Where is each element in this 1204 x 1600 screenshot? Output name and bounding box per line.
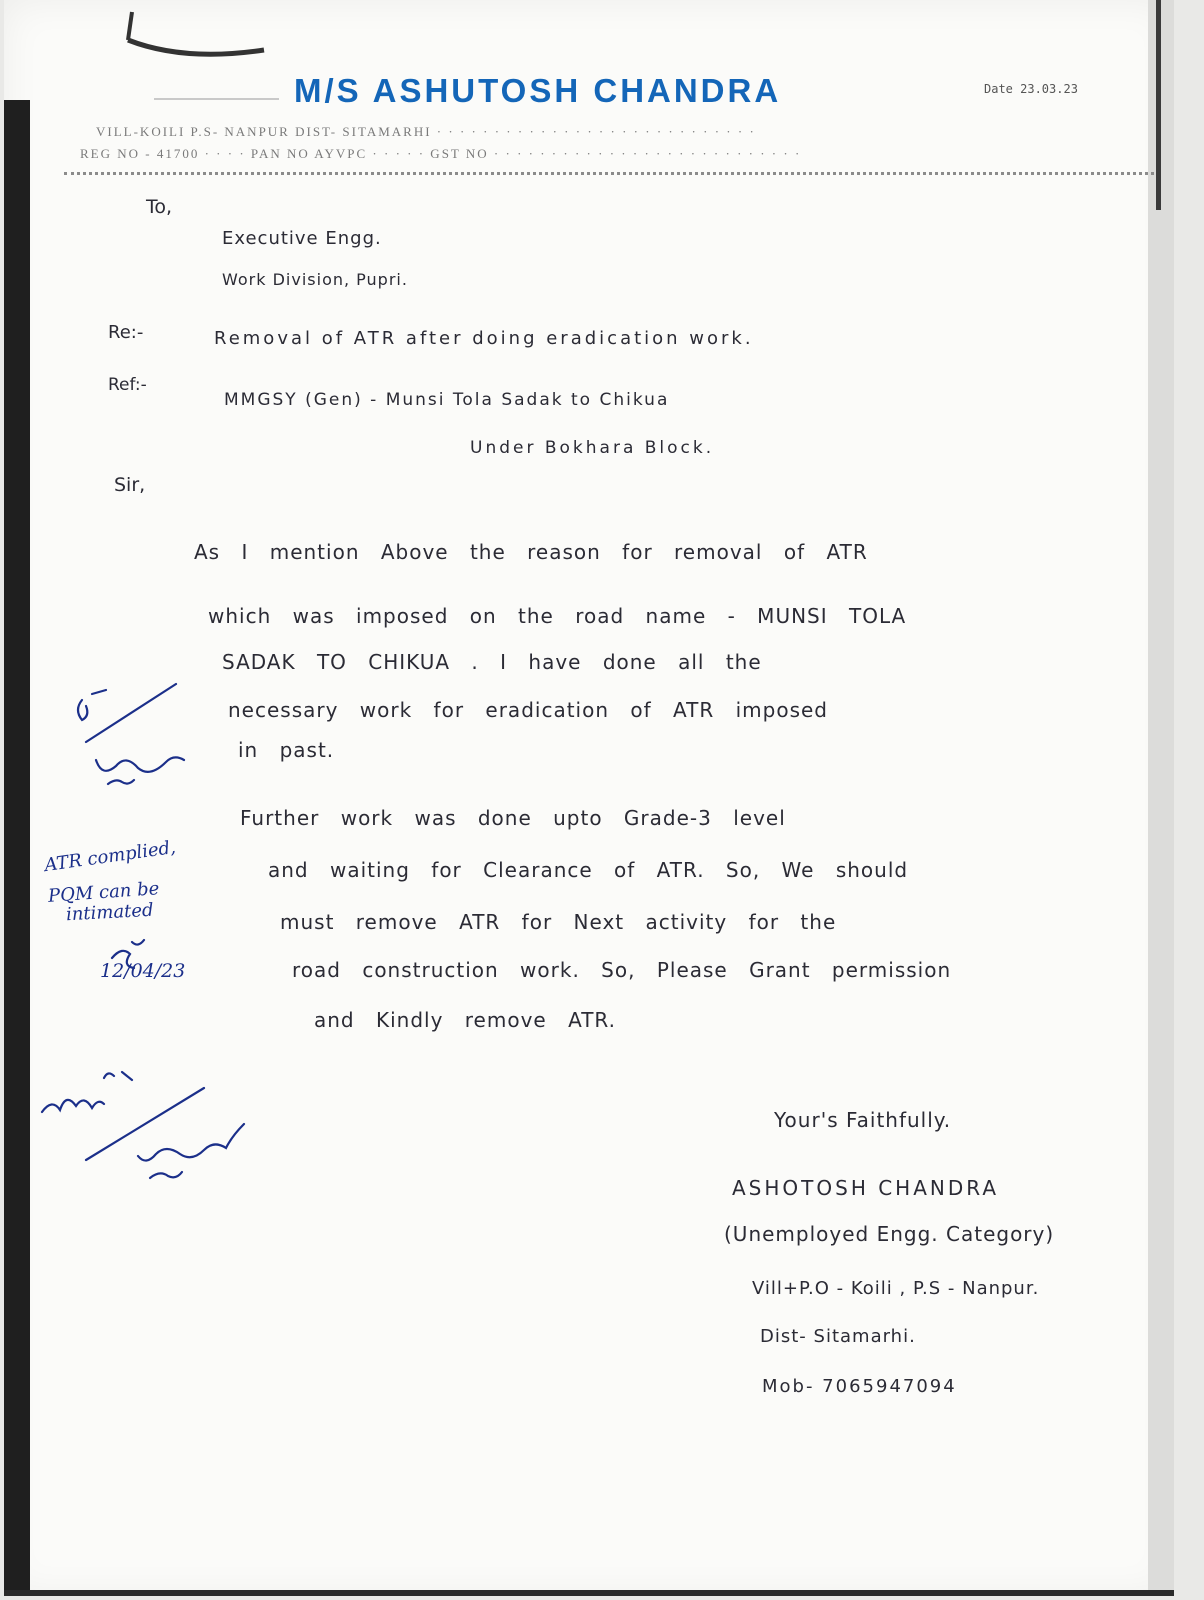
letter-sheet (4, 0, 1174, 1596)
letterhead-address-line2: REG NO - 41700 · · · · PAN NO AYVPC · · · · · GST NO · · · · · · · · · · · · · · · · · · · · · · · · · · · (80, 146, 802, 161)
signer-address: Vill+P.O - Koili , P.S - Nanpur. (752, 1278, 1040, 1299)
signer-mobile: Mob- 7065947094 (762, 1376, 957, 1397)
body-line: and waiting for Clearance of ATR. So, We should (268, 858, 909, 882)
scan-edge-bottom (4, 1590, 1174, 1596)
handwritten-initials (4, 0, 304, 1200)
reference-line2: Under Bokhara Block. (470, 438, 715, 458)
scan-edge-right (1148, 0, 1174, 1596)
recipient-title: Executive Engg. (222, 228, 382, 249)
signer-name: ASHOTOSH CHANDRA (732, 1176, 1000, 1200)
body-line: SADAK TO CHIKUA . I have done all the (222, 650, 762, 674)
recipient-division: Work Division, Pupri. (222, 270, 408, 289)
body-line: and Kindly remove ATR. (314, 1008, 616, 1032)
body-line: Further work was done upto Grade-3 level (240, 806, 786, 830)
subject-label: Re:- (108, 322, 144, 343)
letter-date: Date 23.03.23 (984, 82, 1078, 96)
body-line: in past. (238, 738, 335, 762)
body-line: road construction work. So, Please Grant permission (292, 958, 952, 982)
subject-text: Removal of ATR after doing eradication work. (214, 328, 754, 349)
to-label: To, (146, 196, 173, 218)
signer-district: Dist- Sitamarhi. (760, 1326, 916, 1347)
margin-note-line1: ATR complied, (43, 836, 178, 877)
margin-note-line3: intimated (65, 899, 155, 926)
margin-note-line2: PQM can be (47, 878, 160, 907)
body-line: must remove ATR for Next activity for the (280, 910, 837, 934)
signer-category: (Unemployed Engg. Category) (724, 1222, 1055, 1246)
body-line: As I mention Above the reason for removal of ATR (194, 540, 868, 564)
body-line: which was imposed on the road name - MUNSI TOLA (208, 604, 907, 628)
reference-line1: MMGSY (Gen) - Munsi Tola Sadak to Chikua (224, 390, 670, 410)
margin-note-date: 12/04/23 (100, 960, 186, 982)
salutation: Sir, (114, 474, 146, 496)
company-name: M/S ASHUTOSH CHANDRA (294, 72, 782, 109)
body-line: necessary work for eradication of ATR imposed (228, 698, 828, 722)
closing-text: Your's Faithfully. (774, 1108, 952, 1132)
letterhead-address-line1: VILL-KOILI P.S- NANPUR DIST- SITAMARHI · · · · · · · · · · · · · · · · · · · · · · · · · · · · (96, 124, 756, 139)
reference-label: Ref:- (108, 375, 147, 395)
